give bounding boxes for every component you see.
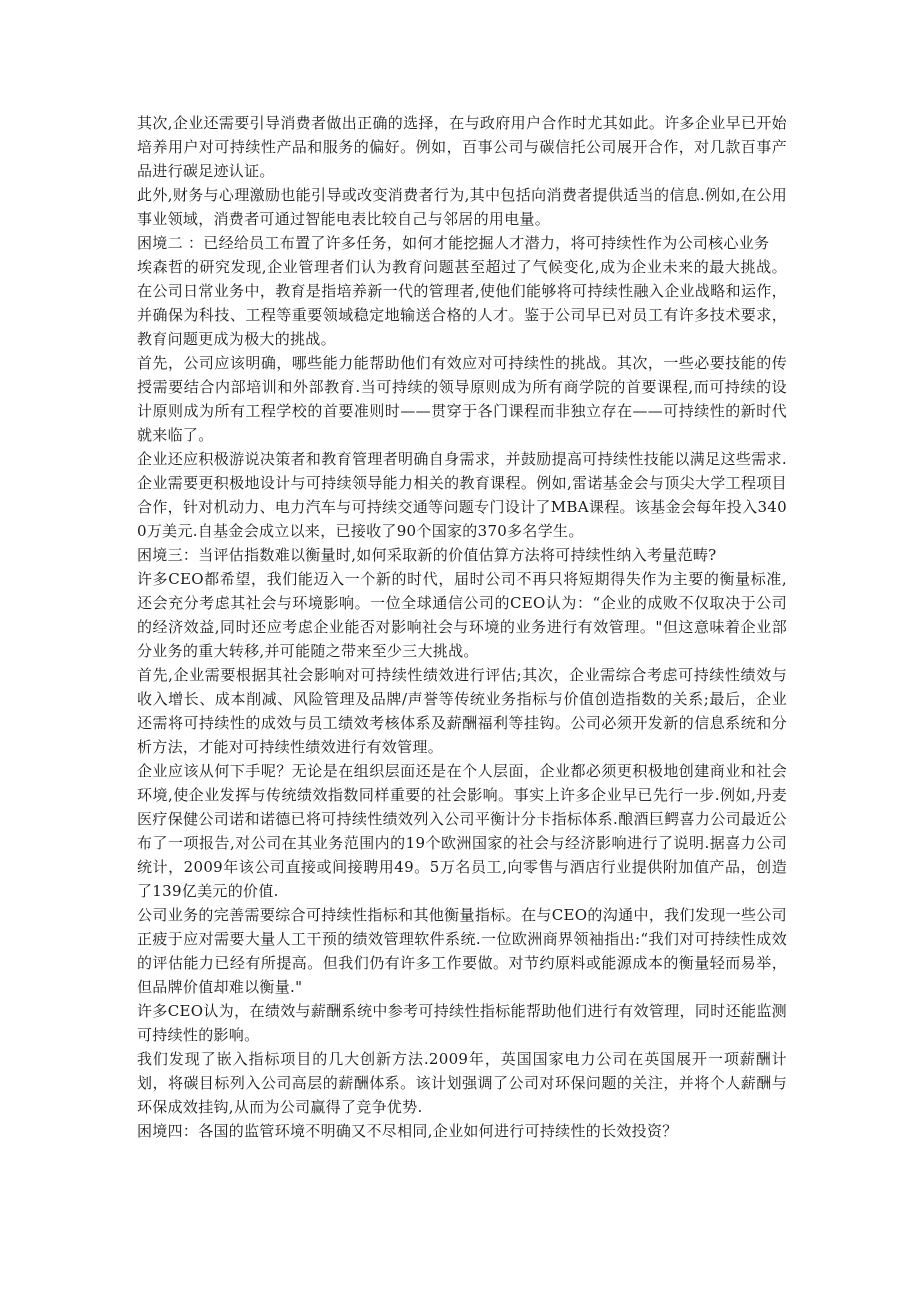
- paragraph-lobbying: 企业还应积极游说决策者和教育管理者明确自身需求，并鼓励提高可持续性技能以满足这些需求.企业需要更积极地设计与可持续领导能力相关的教育课程。例如,雷诺基金会与顶尖大学工程项目合作，针对机动力、电力汽车与可持续交通等问题专门设计了MBA课程。该基金会每年投入3400万美元.自基金会成立以来，已接收了90个国家的370多名学生。: [137, 450, 787, 540]
- heading-dilemma-three: 困境三：当评估指数难以衡量时,如何采取新的价值估算方法将可持续性纳入考量范畴?: [137, 546, 717, 564]
- paragraph-incentives: 此外,财务与心理激励也能引导或改变消费者行为,其中包括向消费者提供适当的信息.例如,在公用事业领域，消费者可通过智能电表比较自己与邻居的用电量。: [137, 186, 787, 228]
- paragraph-ceo-compensation: 许多CEO认为，在绩效与薪酬系统中参考可持续性指标能帮助他们进行有效管理，同时还能监测可持续性的影响。: [137, 1002, 787, 1044]
- paragraph-intro-guidance: 其次,企业还需要引导消费者做出正确的选择，在与政府用户合作时尤其如此。许多企业早已开始培养用户对可持续性产品和服务的偏好。例如，百事公司与碳信托公司展开合作，对几款百事产品进行碳足迹认证。: [137, 114, 787, 180]
- paragraph-where-to-start: 企业应该从何下手呢？无论是在组织层面还是在个人层面，企业都必须更积极地创建商业和社会环境,使企业发挥与传统绩效指数同样重要的社会影响。事实上许多企业早已先行一步.例如,丹麦医疗保健公司诺和诺德已将可持续性绩效列入公司平衡计分卡指标体系.酿酒巨鳄喜力公司最近公布了一项报告,对公司在其业务范围内的19个欧洲国家的社会与经济影响进行了说明.据喜力公司统计，2009年该公司直接或间接聘用49。5万名员工,向零售与酒店行业提供附加值产品，创造了139亿美元的价值.: [137, 762, 787, 900]
- heading-dilemma-four: 困境四：各国的监管环境不明确又不尽相同,企业如何进行可持续性的长效投资？: [137, 1122, 678, 1140]
- document-body: [137, 111, 787, 1143]
- paragraph-ceo-hopes: 许多CEO都希望，我们能迈入一个新的时代，届时公司不再只将短期得失作为主要的衡量标准,还会充分考虑其社会与环境影响。一位全球通信公司的CEO认为：“企业的成败不仅取决于公司的经济效益,同时还应考虑企业能否对影响社会与环境的业务进行有效管理。"但这意味着企业部分业务的重大转移,并可能随之带来至少三大挑战。: [137, 570, 787, 660]
- paragraph-accenture-research: 埃森哲的研究发现,企业管理者们认为教育问题甚至超过了气候变化,成为企业未来的最大挑战。在公司日常业务中，教育是指培养新一代的管理者,使他们能够将可持续性融入企业战略和运作，并确保为科技、工程等重要领域稳定地输送合格的人才。鉴于公司早已对员工有许多技术要求，教育问题更成为极大的挑战。: [137, 258, 787, 348]
- heading-dilemma-two: 困境二 ：已经给员工布置了许多任务，如何才能挖掘人才潜力，将可持续性作为公司核心业务: [137, 234, 770, 252]
- paragraph-innovation-methods: 我们发现了嵌入指标项目的几大创新方法.2009年，英国国家电力公司在英国展开一项薪酬计划，将碳目标列入公司高层的薪酬体系。该计划强调了公司对环保问题的关注，并将个人薪酬与环保成效挂钩,从而为公司赢得了竞争优势.: [137, 1050, 787, 1116]
- paragraph-metrics-integration: 公司业务的完善需要综合可持续性指标和其他衡量指标。在与CEO的沟通中，我们发现一些公司正疲于应对需要大量人工干预的绩效管理软件系统.一位欧洲商界领袖指出:“我们对可持续性成效的评估能力已经有所提高。但我们仍有许多工作要做。对节约原料或能源成本的衡量轻而易举，但品牌价值却难以衡量.": [137, 906, 787, 996]
- paragraph-capabilities: 首先，公司应该明确，哪些能力能帮助他们有效应对可持续性的挑战。其次，一些必要技能的传授需要结合内部培训和外部教育.当可持续的领导原则成为所有商学院的首要课程,而可持续的设计原则成为所有工程学校的首要准则时——贯穿于各门课程而非独立存在——可持续性的新时代就来临了。: [137, 354, 787, 444]
- paragraph-evaluation-steps: 首先,企业需要根据其社会影响对可持续性绩效进行评估;其次，企业需综合考虑可持续性绩效与收入增长、成本削减、风险管理及品牌/声誉等传统业务指标与价值创造指数的关系;最后，企业还需将可持续性的成效与员工绩效考核体系及薪酬福利等挂钩。公司必须开发新的信息系统和分析方法，才能对可持续性绩效进行有效管理。: [137, 666, 787, 756]
